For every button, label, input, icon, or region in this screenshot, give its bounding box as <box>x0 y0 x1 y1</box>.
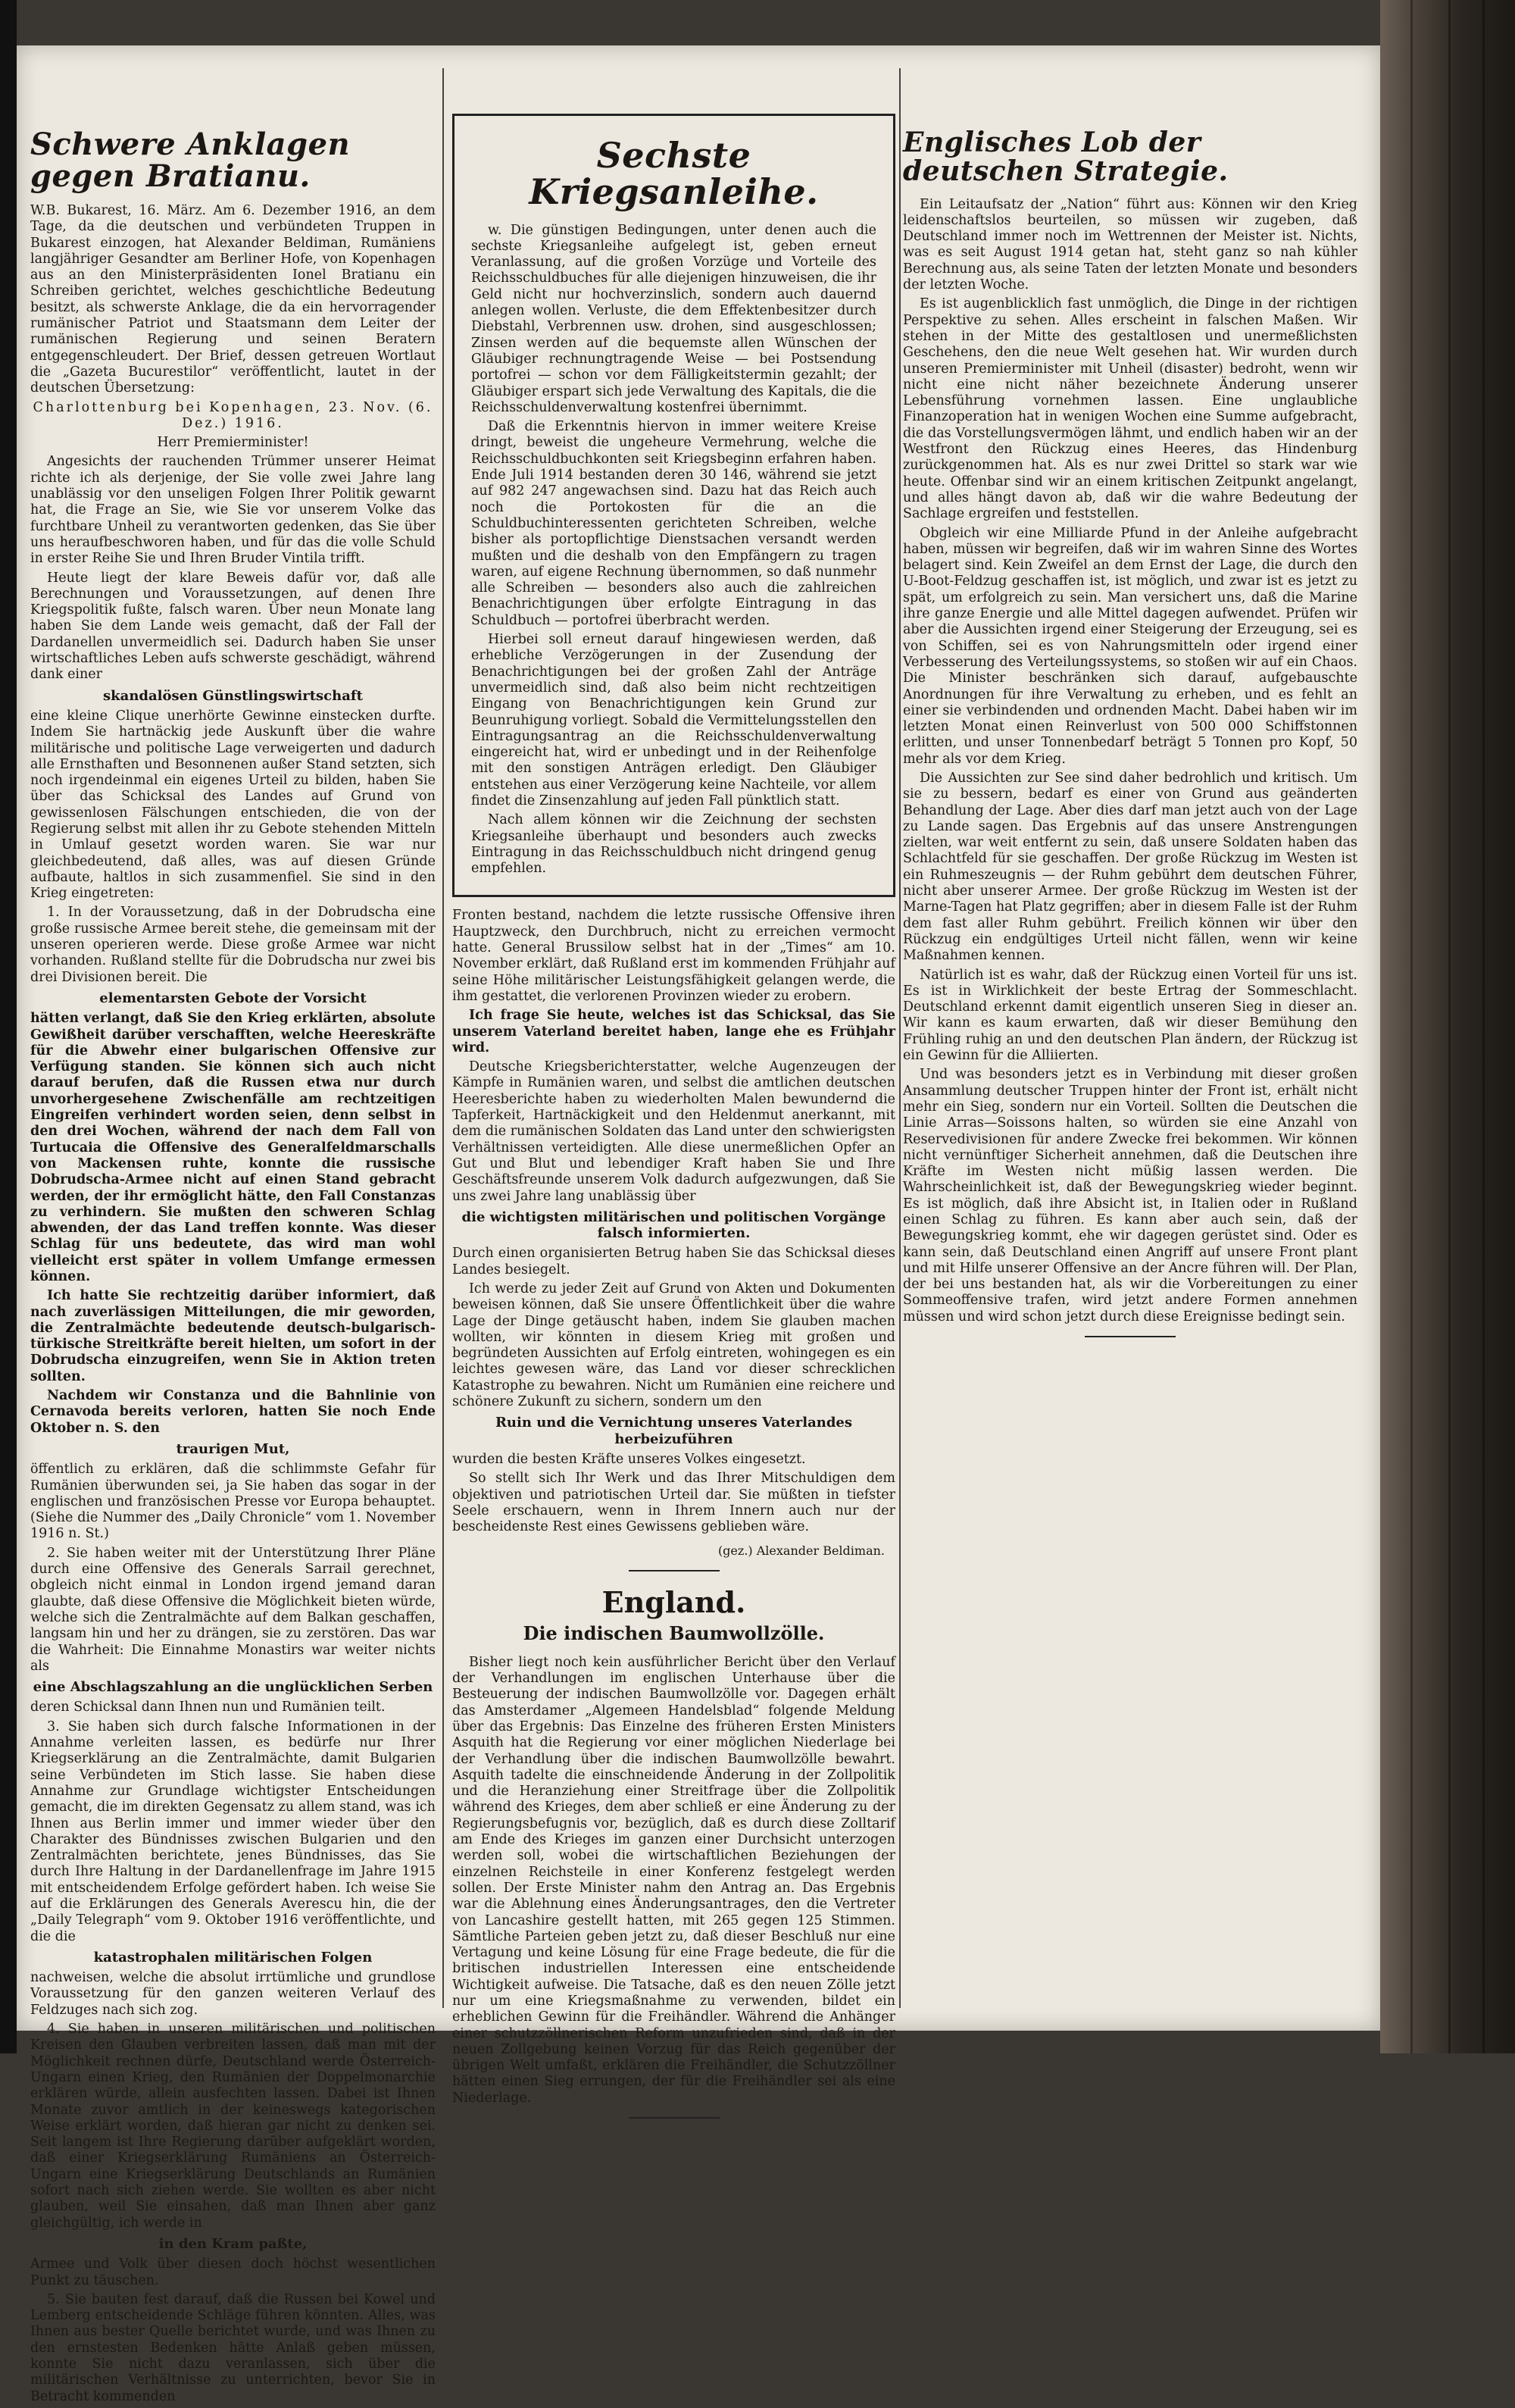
newspaper-page <box>17 45 1380 2404</box>
letter-paragraph: Angesichts der rauchenden Trümmer unserer Heimat richte ich als derjenige, der Sie volle zwei Jahre lang unablässig vor den unseligen Folgen Ihrer Politik gewarnt hat, die Frage an Sie, wie Sie vor unserem Volke das furchtbare Unheil zu verantworten gedenken, das Sie über uns heraufbeschworen haben, und für das die volle Schuld in erster Reihe Sie und Ihren Bruder Vintila trifft. <box>30 454 436 567</box>
section-title-england: England. <box>601 1584 746 1619</box>
letter-subheading: elementarsten Gebote der Vorsicht <box>99 990 367 1006</box>
letter-paragraph: eine kleine Clique unerhörte Gewinne einstecken durfte. Indem Sie hartnäckig jede Auskunft über die wahre militärische und politische Lage verweigerten und dadurch alle Ernsthaften und Besonnenen außer Stand setzten, sich noch irgendeinmal ein eigenes Urteil zu bilden, haben Sie über das Schicksal des Landes auf Grund von gewissenlosen Fälschungen entschieden, die von der Regierung selbst mit allen ihr zu Gebote stehenden Mitteln in Umlauf gesetzt worden waren. Sie war nur gleichbedeutend, daß alles, was auf diesen Gründe aufbaute, haltlos in sich zusammenfiel. Sie sind in den Krieg eingetreten: <box>30 708 436 902</box>
letter-paragraph: Heute liegt der klare Beweis dafür vor, daß alle Berechnungen und Voraussetzungen, auf denen Ihre Kriegspolitik fußte, falsch waren. Über neun Monate lang haben Sie dem Lande weis gemacht, daß der Fall der Dardanellen unvermeidlich sei. Dadurch haben Sie unser wirtschaftliches Leben aufs schwerste geschädigt, während dank einer <box>30 570 436 683</box>
letter-subheading: traurigen Mut, <box>176 1440 290 1457</box>
letter-paragraph: Armee und Volk über diesen doch höchst wesentlichen Punkt zu täuschen. <box>30 2256 436 2288</box>
letter-paragraph: 2. Sie haben weiter mit der Unterstützung Ihrer Pläne durch eine Offensive des Generals Sarrail gerechnet, obgleich nicht einmal in London irgend jemand daran glaubte, daß diese Offensive die Möglichkeit bieten würde, welche sich die Zentralmächte auf dem Balkan geschaffen, langsam hin und her zu drängen, sie zu zerstören. Das war die Wahrheit: Die Einnahme Monastirs war weiter nichts als <box>30 1545 436 1674</box>
letter-continuation: Deutsche Kriegsberichterstatter, welche Augenzeugen der Kämpfe in Rumänien waren, und selbst die amtlichen deutschen Heeresberichte haben zu wiederholten Malen bewundernd die Tapferkeit, Hartnäckigkeit und den Heldenmut anerkannt, mit dem die rumänischen Soldaten das Land unter den schwierigsten Verhältnissen verteidigten. Alle diese unermeßlichen Opfer an Gut und Blut und lebendiger Kraft haben Sie und Ihre Geschäftsfreunde unserem Volk dadurch aufgezwungen, daß Sie uns zwei Jahre lang unablässig über <box>452 1059 895 1204</box>
binding-stripe <box>1410 0 1413 2053</box>
article-paragraph: Natürlich ist es wahr, daß der Rückzug einen Vorteil für uns ist. Es ist in Wirklichkeit der beste Ertrag der Sommeschlacht. Deutschland erkennt damit eigentlich unseren Sieg in dieser an. Wir kann es kaum erwarten, daß wir dieser Bemühung den Frühling ruhig an und den deutschen Plan ändern, der Rückzug ist ein Gewinn für die Alliierten. <box>903 967 1357 1064</box>
article-paragraph: Ein Leitaufsatz der „Nation“ führt aus: Können wir den Krieg leidenschaftslos beurteilen, so müssen wir zugeben, daß Deutschland immer noch im Wettrennen der Meister ist. Nichts, was es seit August 1914 getan hat, steht ganz so nah kühler Berechnung aus, als seine Taten der letzten Monate und besonders der letzten Woche. <box>903 196 1357 293</box>
column-middle <box>452 68 895 2129</box>
war-loan-paragraph: Nach allem können wir die Zeichnung der sechsten Kriegsanleihe überhaupt und besonders auch zwecks Eintragung in das Reichsschuldbuch nicht dringend genug empfehlen. <box>471 812 876 877</box>
letter-paragraph: nachweisen, welche die absolut irrtümliche und grundlose Voraussetzung für den ganzen weiteren Verlauf des Feldzuges nach sich zog. <box>30 1970 436 2018</box>
letter-paragraph: Ich hatte Sie rechtzeitig darüber informiert, daß nach zuverlässigen Mitteilungen, die mir geworden, die Zentralmächte bedeutende deutsch-bulgarisch-türkische Streitkräfte bereit hielten, um sofort in der Dobrudscha einzugreifen, wenn Sie in Aktion treten sollten. <box>30 1288 436 1384</box>
letter-subheading: Ruin und die Vernichtung unseres Vaterlandes herbeizuführen <box>495 1415 853 1447</box>
scan-edge <box>0 0 17 2053</box>
article-paragraph: Die Aussichten zur See sind daher bedrohlich und kritisch. Um sie zu bessern, bedarf es einer von Grund aus geänderten Behandlung der Lage. Aber dies darf man jetzt auch von der Lage zu Lande sagen. Das Ergebnis auf das unsere Anstrengungen zielten, war weit entfernt zu sein, daß unsere Soldaten haben das Schlachtfeld für sie geschaffen. Der große Rückzug im Westen ist ein Ruhmeszeugnis — der Ruhm gebührt dem deutschen Führer, nicht aber unserer Armee. Der große Rückzug im Westen ist der Marne-Tagen hat Platz gegriffen; aber in diesem Falle ist der Ruhm dem fast aller Ruhm gebührt. Freilich können wir über den Rückzug ein endgültiges Urteil nicht fällen, wenn wir keine Maßnahmen kennen. <box>903 770 1357 964</box>
article-paragraph: Es ist augenblicklich fast unmöglich, die Dinge in der richtigen Perspektive zu sehen. Alles erscheint in falschen Maßen. Wir stehen in der Mitte des gestaltlosen und unermeßlichsten Geschehens, den die neue Welt gesehen hat. Wir wurden durch unseren Premierminister mit Unheil (disaster) bedroht, wenn wir nicht eine nicht näher bezeichnete Änderung unserer Lebensführung vornehmen lassen. Eine unglaubliche Finanzoperation hat in wenigen Wochen eine Summe aufgebracht, die das Vorstellungsvermögen lähmt, und endlich haben wir an der Westfront den Rückzug eines Heeres, das Hindenburg zurückgenommen hat. Als es nur zwei Drittel so stark war wie heute. Offenbar sind wir an einem kritischen Zeitpunkt angelangt, und alles hängt davon ab, daß wir die wahre Bedeutung der Sachlage ergreifen und feststellen. <box>903 296 1357 522</box>
column-rule <box>899 68 901 2008</box>
headline-war-loan: Sechste Kriegsanleihe. <box>529 135 819 213</box>
letter-subheading: die wichtigsten militärischen und politischen Vorgänge falsch informierten. <box>461 1209 886 1242</box>
letter-continuation: Ich werde zu jeder Zeit auf Grund von Akten und Dokumenten beweisen können, daß Sie unsere Öffentlichkeit über die wahre Lage der Dinge getäuscht haben, indem Sie glauben machen wollten, wir könnten in diesem Krieg mit großen und begründeten Aussichten auf Erfolg eintreten, wohingegen es ein leichtes gewesen wäre, das Land vor dieser schrecklichen Katastrophe zu bewahren. Nicht um Rumänien eine reichere und schönere Zukunft zu sichern, sondern um den <box>452 1281 895 1410</box>
letter-subheading: katastrophalen militärischen Folgen <box>93 1949 373 1965</box>
letter-paragraph: öffentlich zu erklären, daß die schlimmste Gefahr für Rumänien überwunden sei, ja Sie haben das sogar in der englischen und französischen Presse vor Europa behauptet. (Siehe die Nummer des „Daily Chronicle“ vom 1. November 1916 n. St.) <box>30 1462 436 1542</box>
letter-paragraph: Nachdem wir Constanza und die Bahnlinie von Cernavoda bereits verloren, hatten Sie noch Ende Oktober n. S. den <box>30 1388 436 1436</box>
letter-place-date: Charlottenburg bei Kopenhagen, 23. Nov. (6. Dez.) 1916. <box>33 399 433 431</box>
cotton-duties-paragraph: Bisher liegt noch kein ausführlicher Bericht über den Verlauf der Verhandlungen im englischen Unterhause über die Besteuerung der indischen Baumwollzölle vor. Dagegen erhält das Amsterdamer „Algemeen Handelsblad“ folgende Meldung über das Ergebnis: Das Einzelne des früheren Ersten Ministers Asquith hat die Regierung vor einer möglichen Niederlage bei der Verhandlung über die indischen Baumwollzölle bewahrt. Asquith tadelte die einschneidende Änderung in der Zollpolitik und die Heranziehung einer Streitfrage über die Zollpolitik während des Krieges, dem aber schließ er eine Änderung zu der Regierungsbefugnis vor, bezüglich, daß es durch diese Zolltarif am Ende des Krieges im ganzen einer Durchsicht unterzogen werden soll, wobei die wirtschaftlichen Beziehungen der einzelnen Reichsteile in einer Konferenz festgelegt werden sollen. Der Erste Minister nahm den Antrag an. Das Ergebnis war die Ablehnung eines Änderungsantrages, den die Vertreter von Lancashire gestellt hatten, mit 265 gegen 125 Stimmen. Sämtliche Parteien geben jetzt zu, daß dieser Beschluß nur eine Vertagung und keine Lösung für eine Frage bedeute, die für die britischen industriellen Interessen eine entscheidende Wichtigkeit aufweise. Die Tatsache, daß es den neuen Zölle jetzt nur um eine Kriegsmaßnahme zu verwenden, bildet ein erheblichen Gewinn für die Freihändler. Während die Anhänger einer schutzzöllnerischen Reform unzufrieden sind, daß in der neuen Zollgebung keinen Vorzug für das Reich gegenüber der übrigen Welt umfaßt, erklären die Freihändler, die Schutzzöllner hätten einen Sieg errungen, der für die Freihändler sei als eine Niederlage. <box>452 1654 895 2106</box>
letter-continuation: So stellt sich Ihr Werk und das Ihrer Mitschuldigen dem objektiven und patriotischen Urteil dar. Sie müßten in tiefster Seele erschauern, wenn in Ihrem Innern auch nur der bescheidenste Rest eines Gewissens geblieben wäre. <box>452 1471 895 1535</box>
letter-subheading: eine Abschlagszahlung an die unglücklichen Serben <box>33 1679 433 1696</box>
letter-continuation: wurden die besten Kräfte unseres Volkes eingesetzt. <box>452 1451 806 1467</box>
dateline-paragraph: W.B. Bukarest, 16. März. Am 6. Dezember 1916, an dem Tage, da die deutschen und verbündeten Truppen in Bukarest einzogen, hat Alexander Beldiman, Rumäniens langjähriger Gesandter am Berliner Hofe, von Kopenhagen aus an den Ministerpräsidenten Ionel Bratianu ein Schreiben gerichtet, welches geschichtliche Bedeutung besitzt, als schwerste Anklage, die da ein hervorragender rumänischer Patriot und Staatsmann dem Leiter der rumänischen Regierung und seinen Beratern entgegenschleudert. Der Brief, dessen getreuen Wortlaut die „Gazeta Bucurestilor“ veröffentlicht, lautet in der deutschen Übersetzung: <box>30 203 436 396</box>
divider <box>1085 1336 1176 1337</box>
letter-signature: (gez.) Alexander Beldiman. <box>717 1543 885 1559</box>
letter-paragraph: 3. Sie haben sich durch falsche Informationen in der Annahme verleiten lassen, es bedürfe nur Ihrer Kriegserklärung an die Zentralmächte, damit Bulgarien seine Verbündeten im Stich lasse. Sie haben diese Annahme zur Grundlage wichtigster Entscheidungen gemacht, die im direkten Gegensatz zu allem stand, was ich Ihnen aus Berlin immer und immer wieder über den Charakter des Bündnisses zwischen Bulgarien und den Zentralmächten berichtete, jenes Bündnisses, das Sie durch Ihre Haltung in der Dardanellenfrage im Jahre 1915 mit entscheidendem Erfolge gefördert haben. Ich weise Sie auf die Erklärungen des Generals Averescu hin, die der „Daily Telegraph“ vom 9. Oktober 1916 veröffentlichte, und die die <box>30 1718 436 1944</box>
divider <box>629 1570 720 1571</box>
letter-continuation: Fronten bestand, nachdem die letzte russische Offensive ihren Hauptzweck, den Durchbruch, nicht zu erreichen vermocht hatte. General Brussilow selbst hat in der „Times“ am 10. November erklärt, daß Rußland erst im kommenden Frühjahr auf seine Höhe militärischer Leistungsfähigkeit gelangen werde, die ihm gestattet, die verlorenen Provinzen wieder zu erobern. <box>452 908 895 1004</box>
letter-paragraph: hätten verlangt, daß Sie den Krieg erklärten, absolute Gewißheit darüber verschafften, welche Heereskräfte für die Abwehr einer bulgarischen Offensive zur Verfügung standen. Sie können sich auch nicht darauf berufen, daß die Russen etwa nur durch unvorhergesehene Zwischenfälle am rechtzeitigen Eingreifen verhindert worden seien, denn selbst in den drei Wochen, während der nach dem Fall von Turtucaia die Offensive des Generalfeldmarschalls von Mackensen ruhte, konnte die russische Dobrudscha-Armee nicht auf einen Stand gebracht werden, der ihr ermöglicht hätte, den Fall Constanzas zu verhindern. Sie mußten den schweren Schlag abwenden, der das Land treffen konnte. Was dieser Schlag für uns bedeutete, das wird man wohl vielleicht erst später in vollem Umfange ermessen können. <box>30 1011 436 1284</box>
column-english-praise <box>903 68 1357 1348</box>
article-title-cotton-duties: Die indischen Baumwollzölle. <box>523 1621 825 1644</box>
letter-paragraph: 5. Sie bauten fest darauf, daß die Russen bei Kowel und Lemberg entscheidende Schläge führen könnten. Alles, was Ihnen aus bester Quelle berichtet wurde, und was Ihnen zu den ernstesten Bedenken hätte Anlaß geben müssen, konnte Sie nicht dazu veranlassen, sich über die militärischen Verhältnisse zu unterrichten, bevor Sie in Betracht kommenden <box>30 2291 436 2404</box>
letter-paragraph: 4. Sie haben in unseren militärischen und politischen Kreisen den Glauben verbreiten lassen, daß man mit der Möglichkeit rechnen dürfe, Deutschland werde Österreich-Ungarn einen Krieg, den Rumänien der Doppelmonarchie erklären würde, allein ausfechten lassen. Dabei ist Ihnen Monate zuvor amtlich in der keineswegs kategorischen Weise erklärt worden, daß hieran gar nicht zu denken sei. Seit langem ist Ihre Regierung darüber aufgeklärt worden, daß einer Kriegserklärung Rumäniens an Österreich-Ungarn eine Kriegserklärung Deutschlands an Rumänien sofort nach sich ziehen werde. Sie wollten es aber nicht glauben, weil Sie einsahen, daß man Ihnen aber ganz gleichgültig, ich werde in <box>30 2022 436 2231</box>
letter-subheading: skandalösen Günstlingswirtschaft <box>103 687 363 704</box>
letter-salutation: Herr Premierminister! <box>157 435 309 451</box>
headline-bratianu: Schwere Anklagen gegen Bratianu. <box>30 127 351 194</box>
letter-continuation: Ich frage Sie heute, welches ist das Schicksal, das Sie unserem Vaterland bereitet haben, lange ehe es Frühjahr wird. <box>452 1008 895 1055</box>
binding-stripe <box>1482 0 1485 2053</box>
letter-paragraph: 1. In der Voraussetzung, daß in der Dobrudscha eine große russische Armee bereit stehe, die gemeinsam mit der unseren operieren werde. Diese große Armee war nicht vorhanden. Rußland stellte für die Dobrudscha nur zwei bis drei Divisionen bereit. Die <box>30 905 436 985</box>
letter-paragraph: deren Schicksal dann Ihnen nun und Rumänien teilt. <box>30 1700 386 1715</box>
war-loan-paragraph: Hierbei soll erneut darauf hingewiesen werden, daß erhebliche Verzögerungen in der Zusendung der Benachrichtigungen bei der großen Zahl der Anträge unvermeidlich sind, daß also beim nicht rechtzeitigen Eingang von Benachrichtigungen kein Grund zur Beunruhigung vorliegt. Sobald die Vermittelungsstellen den Eintragungsantrag an die Reichsschuldenverwaltung eingereicht hat, wird er unbedingt und in der Reihenfolge mit den sonstigen Anträgen erledigt. Den Gläubiger entstehen aus einer Verzögerung keine Nachteile, vor allem findet die Zinsenzahlung auf jeden Fall pünktlich statt. <box>471 632 876 808</box>
column-beldiman-letter <box>30 68 436 2408</box>
article-paragraph: Und was besonders jetzt es in Verbindung mit dieser großen Ansammlung deutscher Truppen hinter der Front ist, erhält nicht mehr ein Sieg, sondern nur ein Vorteil. Sollten die Deutschen die Linie Arras—Soissons halten, so würden sie eine Anzahl von Reservedivisionen für andere Zwecke frei bekommen. Wir können nicht vernünftiger Sicherheit annehmen, daß die Deutschen ihre Kräfte im Westen nicht müßig lassen werden. Die Wahrscheinlichkeit ist, daß der Bewegungskrieg wieder beginnt. Es ist möglich, daß ihre Absicht ist, in Italien oder in Rußland einen Schlag zu führen. Es kann aber auch sein, daß der Bewegungskrieg kommt, ehe wir dagegen gerüstet sind. Oder es kann sein, daß Deutschland einen Angriff auf unsere Front plant und mit Hilfe unserer Offensive an der Ancre führen will. Der Plan, der bei uns bestanden hat, als wir die Vorbereitungen zu einer Sommeoffensive trafen, wird jetzt andere Formen annehmen müssen und wird schon jetzt durch diese Ereignisse bedingt sein. <box>903 1067 1357 1324</box>
letter-subheading: in den Kram paßte, <box>158 2235 308 2252</box>
book-binding <box>1380 0 1515 2053</box>
war-loan-paragraph: Daß die Erkenntnis hiervon in immer weitere Kreise dringt, beweist die ungeheure Vermehrung, welche die Reichsschuldbuchkonten seit Kriegsbeginn erfahren haben. Ende Juli 1914 bestanden deren 30 146, während sie jetzt auf 982 247 angewachsen sind. Dazu hat das Reich auch noch die Portokosten für die an die Schuldbuchinteressenten gerichteten Schreiben, welche bisher als portopflichtige Dienstsachen versandt werden mußten und die deshalb von den Empfängern zu tragen waren, auf eigene Rechnung übernommen, so daß nunmehr alle Schreiben — besonders also auch die zahlreichen Benachrichtigungen über erfolgte Eintragung in das Schuldbuch — portofrei überbracht werden. <box>471 419 876 628</box>
war-loan-box <box>452 114 895 897</box>
binding-stripe <box>1448 0 1451 2053</box>
war-loan-paragraph: w. Die günstigen Bedingungen, unter denen auch die sechste Kriegsanleihe aufgelegt ist, geben erneut Veranlassung, auf die großen Vorzüge und Vorteile des Reichsschuldbuches für alle diejenigen hinzuweisen, die ihr Geld nicht nur hochverzinslich, sondern auch dauernd anlegen wollen. Verluste, die dem Effektenbesitzer durch Diebstahl, Verbrennen usw. drohen, sind ausgeschlossen; Zinsen werden auf die bequemste allen Wünschen der Gläubiger rechnungtragende Weise — bei Postsendung portofrei — schon vor dem Fälligkeitstermin gezahlt; der Gläubiger erspart sich jede Verwaltung des Kapitals, die die Reichsschuldenverwaltung kostenfrei übernimmt. <box>471 222 876 415</box>
article-paragraph: Obgleich wir eine Milliarde Pfund in der Anleihe aufgebracht haben, müssen wir begreifen, daß wir im wahren Sinne des Wortes belagert sind. Kein Zweifel an dem Ernst der Lage, die durch den U-Boot-Feldzug geschaffen ist, ist möglich, und zwar ist es jetzt zu spät, um erfolgreich zu sein. Man versichert uns, daß die Marine ihre ganze Energie und alle Mittel dagegen aufwendet. Prüfen wir aber die Aussichten irgend einer Steigerung der Erzeugung, sei es von Schiffen, sei es von Nahrungsmitteln oder irgend einer Verbesserung des Verteilungssystems, so stoßen wir auf ein Chaos. Die Minister beschränken sich darauf, aufgebauschte Anordnungen für ihre Verwaltung zu erheben, und es fehlt an einer sie verbindenden und ordnenden Macht. Dabei haben wir im letzten Monat einen Reinverlust von 500 000 Schiffstonnen erlitten, und unser Tonnenbedarf beträgt 5 Tonnen pro Kopf, 50 mehr als vor dem Krieg. <box>903 525 1357 767</box>
letter-continuation: Durch einen organisierten Betrug haben Sie das Schicksal dieses Landes besiegelt. <box>452 1246 895 1277</box>
headline-english-praise: Englisches Lob der deutschen Strategie. <box>903 127 1229 187</box>
divider <box>629 2117 720 2119</box>
column-rule <box>442 68 444 2008</box>
